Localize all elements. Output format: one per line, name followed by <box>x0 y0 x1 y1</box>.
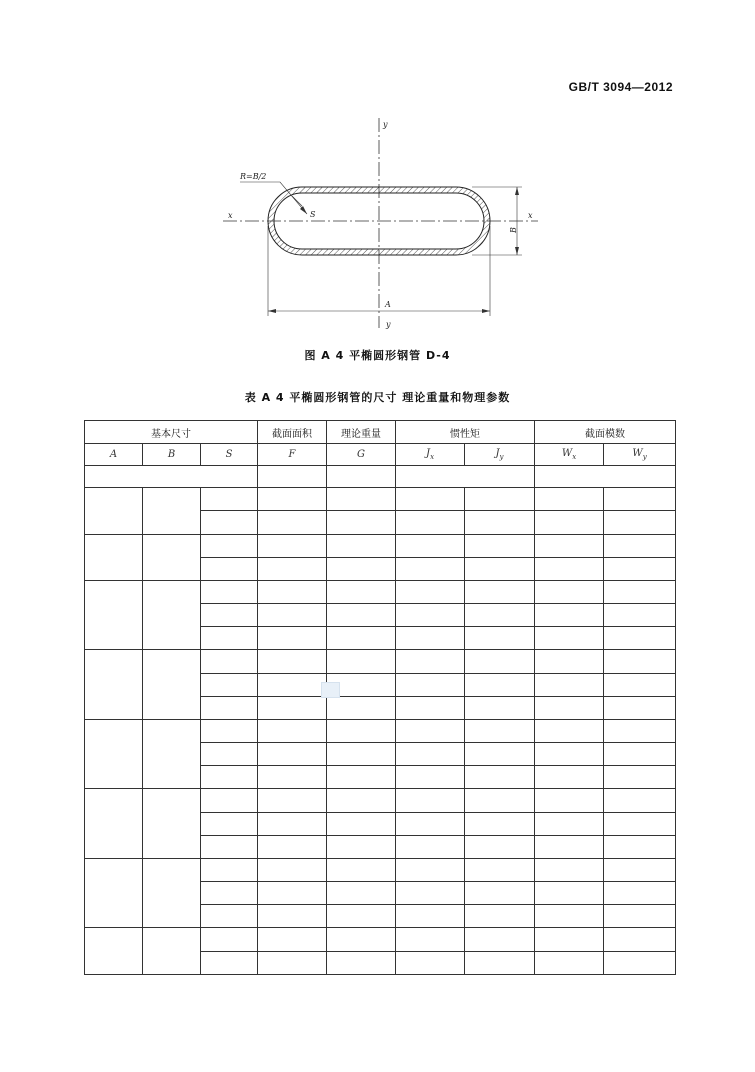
cell-g <box>327 696 396 719</box>
cell-f <box>258 882 327 905</box>
cell-f <box>258 696 327 719</box>
cell-wy <box>604 673 676 696</box>
y-label-bottom: y <box>386 320 391 329</box>
cell-g <box>327 951 396 974</box>
figure-caption: 图 A 4 平椭圆形钢管 D-4 <box>304 349 451 362</box>
header-area: 截面面积 <box>258 421 327 444</box>
cell-f <box>258 488 327 511</box>
cell-wy <box>604 650 676 673</box>
cell-wy <box>604 719 676 742</box>
table-row <box>85 928 676 951</box>
cell-wy <box>604 858 676 881</box>
header-basic-dims: 基本尺寸 <box>85 421 258 444</box>
symbol-jy <box>465 444 535 466</box>
cell-a <box>85 488 143 534</box>
cell-jx <box>396 511 465 534</box>
symbol-f: F <box>258 444 327 466</box>
cell-wy <box>604 882 676 905</box>
cell-jx <box>396 951 465 974</box>
table-row <box>85 488 676 511</box>
blank-cell <box>327 466 396 488</box>
symbol-wx-sub: x <box>572 453 577 461</box>
cell-wx <box>535 789 604 812</box>
cell-b <box>143 488 201 534</box>
table-row <box>85 858 676 881</box>
cell-jx <box>396 835 465 858</box>
cell-jy <box>465 812 535 835</box>
cell-jx <box>396 743 465 766</box>
symbol-jx-sub: x <box>430 453 435 461</box>
arrow-right <box>482 309 490 313</box>
cell-f <box>258 789 327 812</box>
cell-jy <box>465 905 535 928</box>
blank-cell <box>258 466 327 488</box>
cell-jx <box>396 928 465 951</box>
table-row <box>85 789 676 812</box>
blank-cell <box>396 466 535 488</box>
watermark-stamp <box>321 682 340 698</box>
cell-s <box>201 534 258 557</box>
arrow-bottom <box>515 247 519 255</box>
cell-jy <box>465 557 535 580</box>
width-label: A <box>385 300 391 309</box>
cell-g <box>327 743 396 766</box>
cell-wy <box>604 789 676 812</box>
cell-a <box>85 719 143 789</box>
cell-g <box>327 557 396 580</box>
cell-f <box>258 719 327 742</box>
cell-jx <box>396 789 465 812</box>
symbol-wy-main: W <box>632 448 643 459</box>
cell-s <box>201 766 258 789</box>
table-caption: 表 A 4 平椭圆形钢管的尺寸 理论重量和物理参数 <box>244 391 511 404</box>
cell-wy <box>604 928 676 951</box>
cell-wy <box>604 534 676 557</box>
cell-jx <box>396 858 465 881</box>
cell-wy <box>604 604 676 627</box>
cell-s <box>201 951 258 974</box>
symbol-jx <box>396 444 465 466</box>
cell-jy <box>465 951 535 974</box>
table-row <box>85 719 676 742</box>
cell-s <box>201 696 258 719</box>
flat-oval-tube-drawing <box>0 0 755 340</box>
cell-jy <box>465 766 535 789</box>
cell-jy <box>465 604 535 627</box>
cell-b <box>143 789 201 859</box>
cell-a <box>85 650 143 720</box>
cell-s <box>201 719 258 742</box>
cell-jy <box>465 673 535 696</box>
cell-b <box>143 719 201 789</box>
cell-wx <box>535 557 604 580</box>
cell-s <box>201 905 258 928</box>
symbol-s: S <box>201 444 258 466</box>
header-row-1 <box>85 421 676 444</box>
cell-s <box>201 789 258 812</box>
cell-f <box>258 627 327 650</box>
cell-jx <box>396 604 465 627</box>
symbol-b: B <box>143 444 201 466</box>
cell-jx <box>396 673 465 696</box>
cell-jx <box>396 488 465 511</box>
x-label-right: x <box>528 211 533 220</box>
symbol-g: G <box>327 444 396 466</box>
cell-s <box>201 488 258 511</box>
cell-b <box>143 580 201 650</box>
cell-g <box>327 905 396 928</box>
cell-g <box>327 534 396 557</box>
header-modulus: 截面模数 <box>535 421 676 444</box>
cell-f <box>258 812 327 835</box>
cell-b <box>143 534 201 580</box>
cell-wy <box>604 951 676 974</box>
y-label-top: y <box>383 120 388 129</box>
cell-g <box>327 882 396 905</box>
cell-b <box>143 650 201 720</box>
cell-jx <box>396 696 465 719</box>
cell-jx <box>396 766 465 789</box>
cell-jy <box>465 488 535 511</box>
cell-f <box>258 511 327 534</box>
cell-wx <box>535 511 604 534</box>
symbol-wy <box>604 444 676 466</box>
radius-label: R=B/2 <box>240 172 267 181</box>
cell-jy <box>465 534 535 557</box>
cell-wx <box>535 766 604 789</box>
cell-wx <box>535 696 604 719</box>
cell-wy <box>604 743 676 766</box>
symbol-jy-sub: y <box>499 453 504 461</box>
cell-jx <box>396 557 465 580</box>
cell-wx <box>535 743 604 766</box>
cell-wy <box>604 627 676 650</box>
symbol-a: A <box>85 444 143 466</box>
dimensions-table <box>84 420 676 975</box>
symbol-wx <box>535 444 604 466</box>
cell-f <box>258 951 327 974</box>
cell-g <box>327 604 396 627</box>
cell-wx <box>535 534 604 557</box>
cell-g <box>327 766 396 789</box>
arrow-top <box>515 187 519 195</box>
cell-g <box>327 511 396 534</box>
cell-g <box>327 858 396 881</box>
cell-wy <box>604 812 676 835</box>
table-body <box>85 466 676 975</box>
cell-jx <box>396 905 465 928</box>
cell-a <box>85 789 143 859</box>
cell-wx <box>535 580 604 603</box>
cell-a <box>85 580 143 650</box>
header-inertia: 惯性矩 <box>396 421 535 444</box>
x-label-left: x <box>228 211 233 220</box>
cell-f <box>258 905 327 928</box>
cell-wy <box>604 580 676 603</box>
cell-f <box>258 673 327 696</box>
cell-wy <box>604 557 676 580</box>
cell-wx <box>535 928 604 951</box>
cell-b <box>143 858 201 928</box>
cell-f <box>258 766 327 789</box>
standard-code: GB/T 3094—2012 <box>568 80 673 94</box>
cell-s <box>201 604 258 627</box>
cell-s <box>201 627 258 650</box>
cell-jy <box>465 858 535 881</box>
cell-jx <box>396 534 465 557</box>
cell-jx <box>396 882 465 905</box>
cell-wx <box>535 812 604 835</box>
cell-jy <box>465 696 535 719</box>
header-row-2 <box>85 444 676 466</box>
cell-g <box>327 719 396 742</box>
cell-wx <box>535 604 604 627</box>
cell-f <box>258 743 327 766</box>
blank-row <box>85 466 676 488</box>
cell-s <box>201 812 258 835</box>
cell-wx <box>535 951 604 974</box>
cell-s <box>201 858 258 881</box>
cell-s <box>201 650 258 673</box>
thickness-leader <box>292 196 302 206</box>
cell-wy <box>604 696 676 719</box>
cell-s <box>201 673 258 696</box>
cell-jy <box>465 580 535 603</box>
cell-jy <box>465 743 535 766</box>
cell-g <box>327 580 396 603</box>
cell-jx <box>396 627 465 650</box>
cell-wx <box>535 627 604 650</box>
blank-cell <box>85 466 258 488</box>
symbol-jy-main: J <box>495 448 500 459</box>
cell-f <box>258 650 327 673</box>
cell-wy <box>604 766 676 789</box>
cell-g <box>327 789 396 812</box>
header-weight: 理论重量 <box>327 421 396 444</box>
cell-wy <box>604 511 676 534</box>
symbol-wx-main: W <box>561 448 573 459</box>
cell-f <box>258 580 327 603</box>
cell-f <box>258 557 327 580</box>
height-label: B <box>509 227 518 233</box>
table-row <box>85 580 676 603</box>
cell-jy <box>465 719 535 742</box>
cell-f <box>258 858 327 881</box>
cell-a <box>85 534 143 580</box>
cell-wy <box>604 905 676 928</box>
cell-jx <box>396 580 465 603</box>
cell-wx <box>535 835 604 858</box>
cell-s <box>201 835 258 858</box>
cell-g <box>327 650 396 673</box>
cell-g <box>327 835 396 858</box>
cell-b <box>143 928 201 975</box>
symbol-wy-sub: y <box>642 453 647 461</box>
cell-jy <box>465 511 535 534</box>
cell-wx <box>535 673 604 696</box>
cell-jy <box>465 789 535 812</box>
cell-g <box>327 627 396 650</box>
cell-jy <box>465 627 535 650</box>
thickness-label: S <box>310 210 316 219</box>
cell-f <box>258 928 327 951</box>
cell-s <box>201 557 258 580</box>
cell-jx <box>396 812 465 835</box>
cell-wx <box>535 719 604 742</box>
cell-wx <box>535 650 604 673</box>
cell-s <box>201 580 258 603</box>
cell-jy <box>465 650 535 673</box>
arrow-left <box>268 309 276 313</box>
symbol-jx-main: J <box>426 448 431 459</box>
cell-wx <box>535 905 604 928</box>
cell-s <box>201 882 258 905</box>
cell-wy <box>604 488 676 511</box>
cell-f <box>258 604 327 627</box>
cell-f <box>258 835 327 858</box>
cell-a <box>85 928 143 975</box>
cell-jy <box>465 928 535 951</box>
cell-s <box>201 928 258 951</box>
table-row <box>85 534 676 557</box>
cell-wx <box>535 882 604 905</box>
cell-s <box>201 511 258 534</box>
table-row <box>85 650 676 673</box>
cell-g <box>327 928 396 951</box>
blank-cell <box>535 466 676 488</box>
cell-f <box>258 534 327 557</box>
cell-g <box>327 812 396 835</box>
cell-wx <box>535 488 604 511</box>
cell-g <box>327 488 396 511</box>
cell-jy <box>465 835 535 858</box>
cell-wx <box>535 858 604 881</box>
cell-wy <box>604 835 676 858</box>
cell-jx <box>396 719 465 742</box>
cell-a <box>85 858 143 928</box>
cell-jx <box>396 650 465 673</box>
cell-s <box>201 743 258 766</box>
cell-jy <box>465 882 535 905</box>
